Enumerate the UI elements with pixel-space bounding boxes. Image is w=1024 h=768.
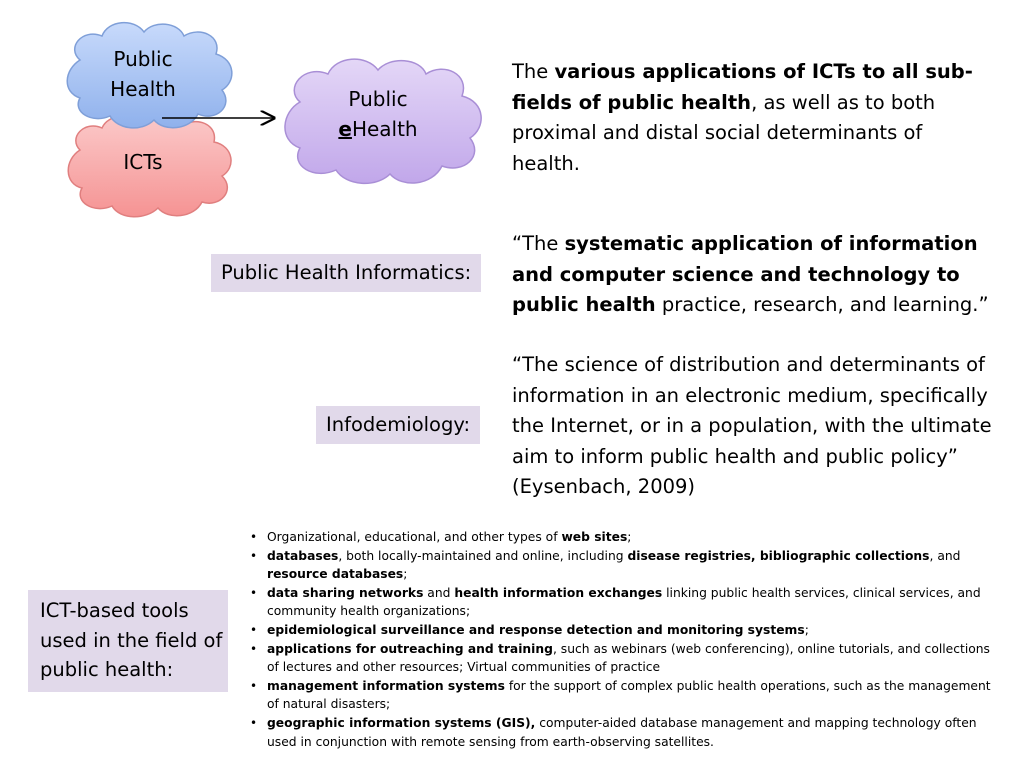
phi-definition-bold: systematic application of information and computer science and technology to public health	[512, 232, 978, 316]
public-ehealth-line1: Public	[348, 87, 408, 111]
list-item: • data sharing networks and health information exchanges linking public health services, clinical services, and community health organizations;	[248, 584, 994, 621]
ehealth-e-letter: e	[338, 117, 352, 141]
ict-tools-label: ICT-based tools used in the field of public health:	[28, 590, 228, 692]
public-ehealth-cloud-label	[318, 84, 438, 144]
public-health-line2: Health	[110, 77, 176, 101]
ehealth-rest: Health	[351, 117, 418, 141]
list-item: • databases, both locally-maintained and online, including disease registries, bibliographic collections, and resource databases;	[248, 547, 994, 584]
list-item: • Organizational, educational, and other types of web sites;	[248, 528, 994, 547]
public-ehealth-line2	[318, 114, 438, 144]
list-item: • management information systems for the support of complex public health operations, such as the management of natural disasters;	[248, 677, 994, 714]
public-health-line1: Public	[113, 47, 173, 71]
ehealth-definition-pre: The	[512, 60, 555, 83]
ehealth-definition	[512, 57, 982, 179]
ict-tools-list	[248, 528, 994, 751]
icts-cloud-label: ICTs	[123, 150, 163, 174]
infodemiology-label: Infodemiology:	[316, 406, 480, 444]
infodemiology-definition: “The science of distribution and determinants of information in an electronic medium, specifically the Internet, or in a population, with the ultimate aim to inform public health and public policy” (Eysenbach, 2009)	[512, 353, 992, 498]
phi-label: Public Health Informatics:	[211, 254, 481, 292]
ehealth-definition-bold: various applications of ICTs to all sub-fields of public health	[512, 60, 973, 114]
list-item: • applications for outreaching and training, such as webinars (web conferencing), online tutorials, and collections of lectures and other resources; Virtual communities of practice	[248, 640, 994, 677]
public-health-cloud-label	[82, 44, 204, 104]
phi-definition-post: practice, research, and learning.”	[655, 293, 989, 316]
phi-definition-open: “The	[512, 232, 565, 255]
phi-definition	[512, 229, 1007, 321]
ehealth-definition-post: , as well as to both proximal and distal social determinants of health.	[512, 90, 936, 175]
list-item: • geographic information systems (GIS), computer-aided database management and mapping technology often used in conjunction with remote sensing from earth-observing satellites.	[248, 714, 994, 751]
list-item: • epidemiological surveillance and response detection and monitoring systems;	[248, 621, 994, 640]
